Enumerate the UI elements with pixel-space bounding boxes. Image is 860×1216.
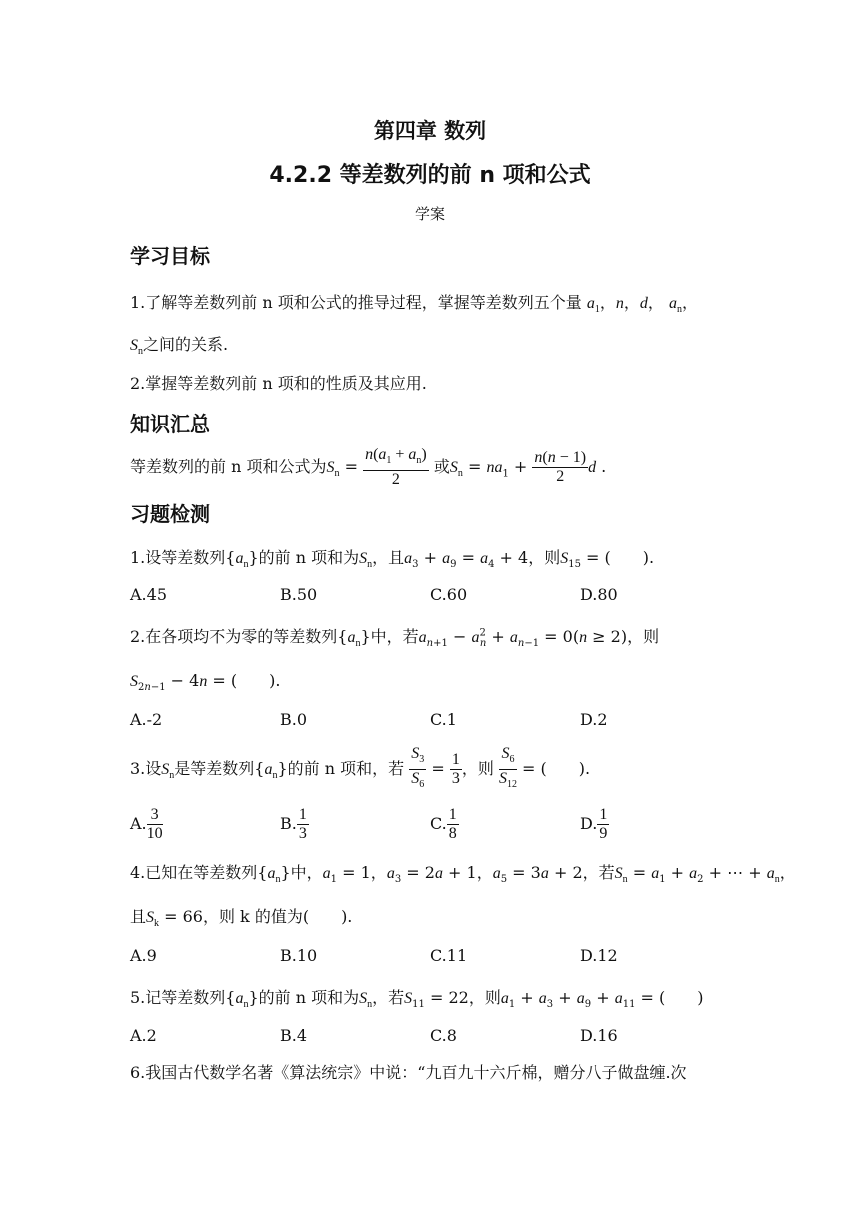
question-2-line-2: $S_{2n-1} - 4n$ = ( ). [130, 671, 281, 694]
q5-option-c[interactable]: C.8 [430, 1026, 457, 1045]
question-4-line-1: 4.已知在等差数列$\{a_n\}$中，$a_1 = 1$，$a_3 = 2a + 1$，$a_5 = 3a + 2$，若$S_n = a_1 + a_2$ + ⋯ + $a_n$， [130, 863, 796, 886]
objective-1-tail: 之间的关系. [143, 335, 229, 354]
q4-option-b[interactable]: B.10 [280, 946, 318, 965]
q5-option-d[interactable]: D.16 [580, 1026, 618, 1045]
objective-1-line-2 [130, 332, 228, 357]
q4-option-c[interactable]: C.11 [430, 946, 468, 965]
knowledge-or: 或 [433, 457, 450, 477]
objective-1-line-1: 1.了解等差数列前 n 项和公式的推导过程，掌握等差数列五个量 $a_1$，n，d， $a_n$， [130, 293, 698, 316]
question-2-line-1: 2.在各项均不为零的等差数列$\{a_n\}$中，若$a_{n+1} - a^2_n + a_{n-1} = 0(n \ge 2)$，则 [130, 627, 660, 650]
q2-option-a[interactable]: A.-2 [130, 710, 163, 729]
objective-2: 2.掌握等差数列前 n 项和的性质及其应用. [130, 374, 427, 393]
section-heading-objectives: 学习目标 [130, 244, 210, 268]
question-6: 6.我国古代数学名著《算法统宗》中说：“九百九十六斤棉，赠分八子做盘缠.次 [130, 1063, 687, 1082]
q4-option-d[interactable]: D.12 [580, 946, 618, 965]
q5-option-a[interactable]: A.2 [130, 1026, 157, 1045]
formula-sn: $S_n$ [130, 337, 143, 358]
q4-option-a[interactable]: A.9 [130, 946, 157, 965]
q5-option-b[interactable]: B.4 [280, 1026, 308, 1045]
question-3: 3.设$S_n$是等差数列$\{a_n\}$的前 n 项和，若 $\frac{S_3}{S_6}$ = $\frac{1}{3}$ ，则 $\frac{S_6}{S_{12}}$ = ( ). [130, 745, 591, 791]
q1-option-c[interactable]: C.60 [430, 585, 468, 604]
q3-option-a[interactable]: A. $\frac{3}{10}$ [130, 806, 163, 842]
question-1: 1.设等差数列$\{a_n\}$的前 n 项和为$S_n$，且$a_3 + a_9 = a_4 + 4$，则$S_{15}$ = ( ). [130, 548, 655, 571]
question-5: 5.记等差数列$\{a_n\}$的前 n 项和为$S_n$，若$S_{11} = 22$，则$a_1 + a_3 + a_9 + a_{11}$ = ( ) [130, 988, 704, 1011]
formula-an: $a_n$ [668, 295, 682, 316]
knowledge-formula-line: 等差数列的前 n 项和公式为$S_n$ = $\frac{n(a_1 + a_n)}{2}$ 或$S_n = na_1$ + $\frac{n(n - 1)}{2}$ d . [130, 446, 607, 489]
doc-type-label: 学案 [414, 205, 445, 223]
knowledge-lead: 等差数列的前 n 项和公式为 [130, 457, 327, 477]
formula-n: n [615, 295, 624, 312]
q1-option-a[interactable]: A.45 [130, 585, 167, 604]
q3-option-b[interactable]: B. $\frac{1}{3}$ [280, 806, 307, 842]
section-heading-knowledge: 知识汇总 [130, 412, 210, 436]
q2-option-b[interactable]: B.0 [280, 710, 308, 729]
q2-option-d[interactable]: D.2 [580, 710, 608, 729]
chapter-title: 第四章 数列 [373, 119, 487, 143]
q1-option-b[interactable]: B.50 [280, 585, 318, 604]
sum-formula-fraction-1: $\frac{n(a_1 + a_n)}{2}$ [365, 446, 427, 489]
q2-option-c[interactable]: C.1 [430, 710, 457, 729]
sum-formula-fraction-2: $\frac{n(n - 1)}{2}$ [534, 449, 587, 486]
formula-a1: $a_1$ [586, 295, 600, 316]
section-heading-exercises: 习题检测 [130, 502, 210, 526]
q3-option-d[interactable]: D. $\frac{1}{9}$ [580, 806, 608, 842]
formula-d: d [639, 295, 648, 312]
q3-option-c[interactable]: C. $\frac{1}{8}$ [430, 806, 457, 842]
objective-1-text: 1.了解等差数列前 n 项和公式的推导过程，掌握等差数列五个量 [130, 293, 582, 312]
q1-option-d[interactable]: D.80 [580, 585, 618, 604]
page-title: 4.2.2 等差数列的前 n 项和公式 [269, 163, 591, 188]
question-4-line-2: 且$S_k = 66$，则 k 的值为( ). [130, 907, 353, 930]
